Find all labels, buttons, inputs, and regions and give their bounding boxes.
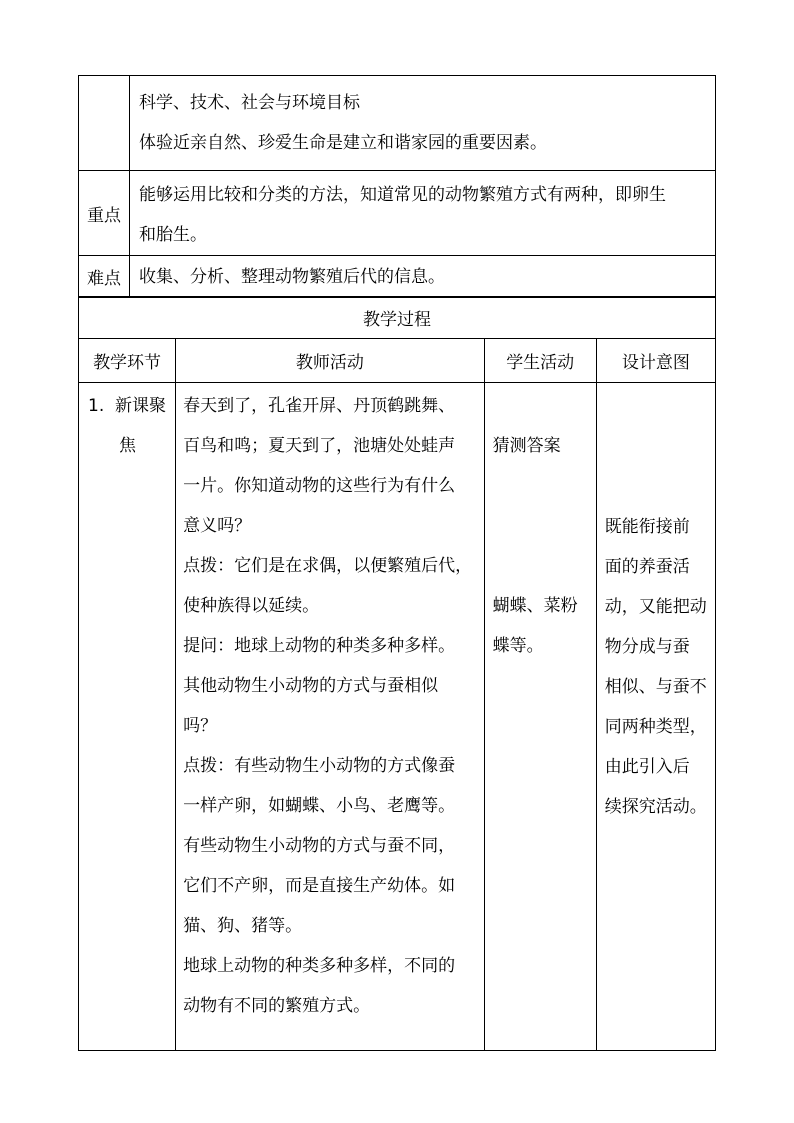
design-line: 面的养蚕活: [604, 557, 690, 577]
difficulty-label: 难点: [79, 256, 130, 298]
design-line: 既能衔接前: [604, 517, 690, 537]
column-header-student: 学生活动: [484, 339, 596, 383]
student-answer-examples-line1: 蝴蝶、菜粉: [492, 596, 578, 616]
column-header-row: [79, 339, 716, 383]
stage-cell: [79, 383, 176, 1051]
design-intent-cell: [596, 383, 715, 1051]
design-line: 同两种类型，: [604, 717, 707, 737]
stage-line1: 1. 新课聚: [88, 396, 167, 416]
key-point-content-cell: [130, 171, 716, 256]
teacher-line: 猫、狗、猪等。: [183, 916, 303, 936]
design-line: 由此引入后: [604, 757, 690, 777]
teacher-line: 一样产卵，如蝴蝶、小鸟、老鹰等。: [183, 796, 456, 816]
objectives-table: [78, 75, 716, 298]
column-header-stage: 教学环节: [79, 339, 176, 383]
teacher-line: 使种族得以延续。: [183, 596, 320, 616]
process-row-1: [79, 383, 716, 1051]
column-header-design: 设计意图: [596, 339, 715, 383]
goal-row: [79, 76, 716, 171]
key-point-label: 重点: [79, 171, 130, 256]
design-line: 相似、与蚕不: [604, 677, 707, 697]
teacher-line: 提问：地球上动物的种类多种多样。: [183, 636, 456, 656]
teacher-activity-cell: [176, 383, 484, 1051]
student-answer-guess: 猜测答案: [492, 436, 561, 456]
teacher-line: 其他动物生小动物的方式与蚕相似: [183, 676, 439, 696]
goal-content-cell: [130, 76, 716, 171]
teacher-line: 点拨：有些动物生小动物的方式像蚕: [183, 756, 456, 776]
teaching-process-table: [78, 296, 716, 1051]
design-line: 物分成与蚕: [604, 637, 690, 657]
teacher-line: 吗？: [183, 716, 218, 736]
teacher-line: 一片。你知道动物的这些行为有什么: [183, 476, 456, 496]
teacher-line: 地球上动物的种类多种多样，不同的: [183, 956, 456, 976]
design-line: 续探究活动。: [604, 797, 707, 817]
teacher-line: 有些动物生小动物的方式与蚕不同，: [183, 836, 456, 856]
teacher-line: 它们不产卵，而是直接生产幼体。如: [183, 876, 456, 896]
goal-content: 体验近亲自然、珍爱生命是建立和谐家园的重要因素。: [139, 133, 547, 153]
goal-heading: 科学、技术、社会与环境目标: [139, 93, 360, 113]
stage-line2: 焦: [119, 436, 136, 456]
difficulty-content-cell: [130, 256, 716, 298]
teacher-line: 春天到了，孔雀开屏、丹顶鹤跳舞、: [183, 396, 456, 416]
teacher-line: 点拨：它们是在求偶，以便繁殖后代，: [183, 556, 473, 576]
key-point-line2: 和胎生。: [139, 225, 207, 245]
key-point-row: [79, 171, 716, 256]
teacher-line: 动物有不同的繁殖方式。: [183, 996, 371, 1016]
design-line: 动，又能把动: [604, 597, 707, 617]
teacher-line: 百鸟和鸣；夏天到了，池塘处处蛙声: [183, 436, 456, 456]
difficulty-row: [79, 256, 716, 298]
column-header-teacher: 教师活动: [176, 339, 484, 383]
key-point-line1: 能够运用比较和分类的方法，知道常见的动物繁殖方式有两种，即卵生: [139, 185, 666, 205]
student-activity-cell: [484, 383, 596, 1051]
process-title-row: [79, 297, 716, 339]
teacher-line: 意义吗？: [183, 516, 252, 536]
student-answer-spacer: [493, 466, 592, 586]
process-title: 教学过程: [79, 297, 716, 339]
student-answer-examples-line2: 蝶等。: [492, 636, 544, 656]
goal-label-cell: [79, 76, 130, 171]
difficulty-content: 收集、分析、整理动物繁殖后代的信息。: [139, 266, 445, 287]
